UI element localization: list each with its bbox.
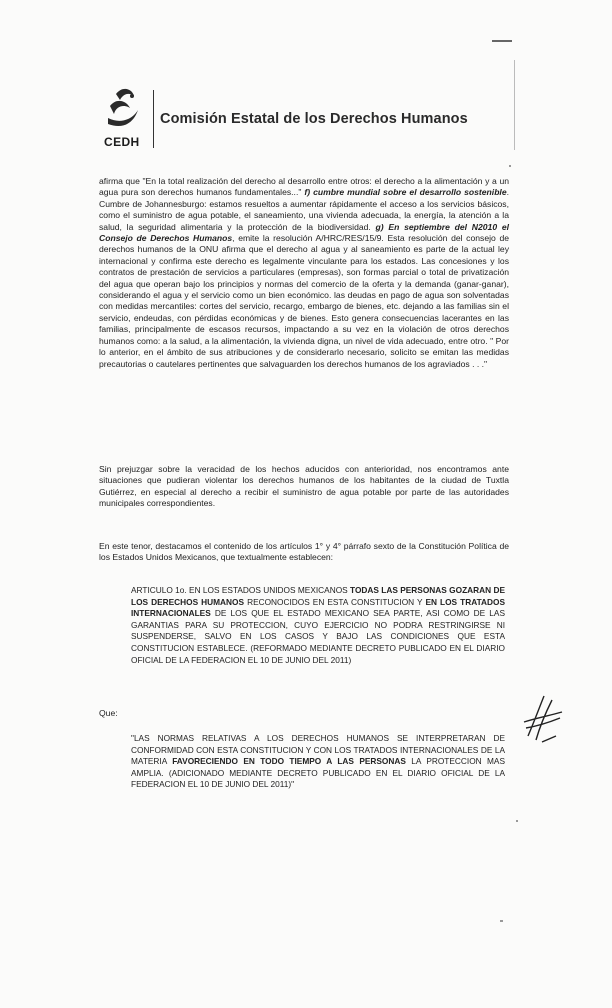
que-label: Que:: [99, 708, 118, 718]
quote-1-text-c: RECONOCIDOS EN ESTA CONSTITUCION Y: [244, 596, 426, 607]
paragraph-1-heading-f: f) cumbre mundial sobre el desarrollo sostenible: [304, 187, 507, 198]
paragraph-1-text-e: , emite la resolución A/HRC/RES/15/9. Esta resolución del consejo de derechos humanos de la ONU afirma que el derecho al agua y al saneamiento es parte de la actual ley internacional y confirma este derecho es legalmente vinculante para los estados. Las concesiones y los contratos de prestación de servicios a particulares (empresas), son formas parcial o total de privatización del agua que operan bajo los principios y normas del comercio de la oferta y la demanda (ganar-ganar), considerando el agua y el servicio como un bien económico. las deudas en pago de agua son solventadas con medidas mercantiles: cortes del servicio, recargo, embargo de bienes, etc. dejando a las familias sin el servicio, endeudas, con pérdidas económicas y de bienes. Esto genera consecuencias lacerantes en las familias, principalmente de escasos recursos, impactando a su vez en la violación de otros derechos humanos como: a la salud, a la alimentación, la vivienda digna, un nivel de vida adecuado, entre otro. " Por lo anterior, en el ámbito de sus atribuciones y de considerarlo necesario, solicito se emitan las medidas precautorias o cautelares pertinentes que salvaguarden los derechos humanos de los agraviados . . .": [99, 233, 509, 369]
paragraph-1-text-c: . Cumbre de Johannesburgo: estamos resueltos a aumentar rápidamente el acceso a los servicios básicos, como el suministro de agua potable, el saneamiento, una vivienda adecuada, la energía, la atención a la salud, la seguridad alimentaria y la protección de la biodiversidad.: [99, 187, 509, 232]
quote-1-text-e: DE LOS QUE EL ESTADO MEXICANO SEA PARTE, ASI COMO DE LAS GARANTIAS PARA SU PROTECCION, CUYO EJERCICIO NO PODRA RESTRINGIRSE NI SUSPENDERSE, SALVO EN LOS CASOS Y BAJO LAS CONDICIONES QUE ESTA CONSTITUCION ESTABLECE. (REFORMADO MEDIANTE DECRETO PUBLICADO EN EL DIARIO OFICIAL DE LA FEDERACION EL 10 DE JUNIO DEL 2011): [131, 608, 505, 665]
quote-2-bold-b: FAVORECIENDO EN TODO TIEMPO A LAS PERSONAS: [172, 756, 406, 767]
quote-2-text-a: "LAS NORMAS RELATIVAS A LOS DERECHOS HUMANOS SE INTERPRETARAN DE CONFORMIDAD CON ESTA CONSTITUCION Y CON LOS TRATADOS INTERNACIONALES DE LA MATERIA: [131, 733, 505, 767]
logo-acronym: CEDH: [104, 135, 140, 149]
scan-speck: [500, 920, 503, 922]
header-divider: [153, 90, 154, 148]
paragraph-1-text-a: afirma que "En la total realización del derecho al desarrollo entre otros: el derecho a la alimentación y a un agua pura son derechos humanos fundamentales...": [99, 176, 509, 198]
quote-1-bold-b: TODAS LAS PERSONAS GOZARAN DE LOS DERECHOS HUMANOS: [131, 585, 505, 607]
scan-mark: [492, 40, 512, 42]
paragraph-1: [99, 176, 509, 370]
handwritten-signature-icon: [522, 692, 564, 748]
scan-speck: [516, 820, 518, 822]
article-1-quote: [131, 585, 505, 666]
paragraph-3: En este tenor, destacamos el contenido de los artículos 1° y 4° párrafo sexto de la Constitución Política de los Estados Unidos Mexicanos, que textualmente establecen:: [99, 541, 509, 563]
quote-2-text-c: LA PROTECCION MAS AMPLIA. (ADICIONADO MEDIANTE DECRETO PUBLICADO EN EL DIARIO OFICIAL DE LA FEDERACION EL 10 DE JUNIO DEL 2011)": [131, 756, 506, 790]
organization-title: Comisión Estatal de los Derechos Humanos: [160, 111, 468, 127]
paragraph-2: Sin prejuzgar sobre la veracidad de los hechos aducidos con anterioridad, nos encontramos ante situaciones que pudieran violentar los derechos humanos de los habitantes de la ciudad de Tuxtla Gutiérrez, en especial al derecho a recibir el suministro de agua potable por parte de las autoridades municipales correspondientes.: [99, 464, 509, 509]
quote-1-bold-d: EN LOS TRATADOS INTERNACIONALES: [131, 596, 505, 619]
quote-1-text-a: ARTICULO 1o. EN LOS ESTADOS UNIDOS MEXICANOS: [131, 585, 351, 595]
scan-line: [514, 60, 515, 150]
scan-speck: [509, 165, 511, 167]
paragraph-1-heading-g: g) En septiembre del N2010 el Consejo de Derechos Humanos: [99, 221, 509, 244]
article-1-second-quote: [131, 733, 505, 791]
